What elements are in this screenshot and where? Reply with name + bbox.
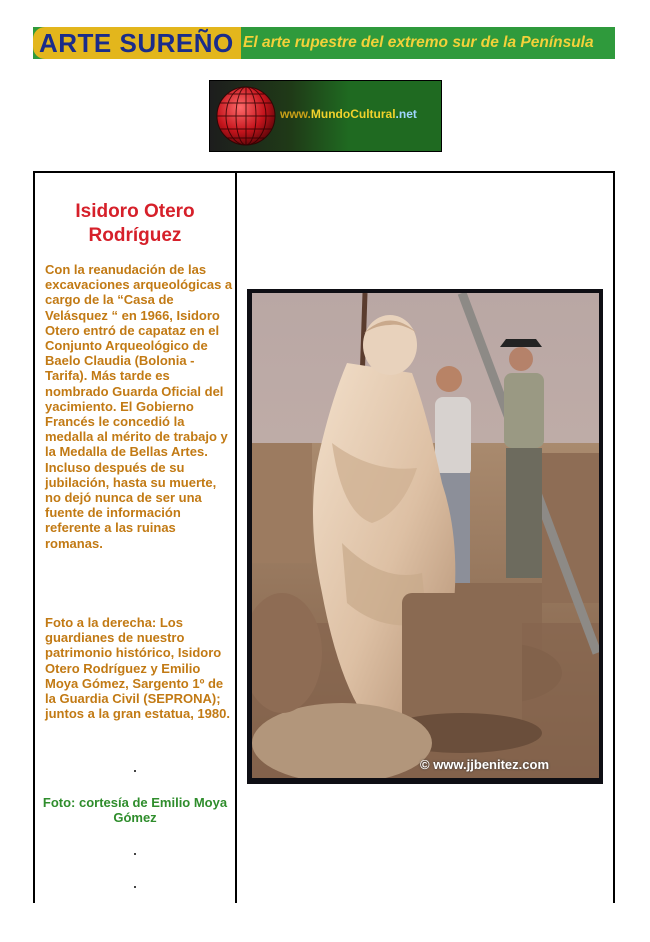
site-subtitle: El arte rupestre del extremo sur de la Península	[243, 34, 594, 51]
frame-column-divider	[235, 171, 237, 903]
site-title: ARTE SUREÑO	[33, 27, 241, 59]
article-name: Isidoro Otero Rodríguez	[75, 201, 195, 246]
photo-caption: Foto a la derecha: Los guardianes de nuestro patrimonio histórico, Isidoro Otero Rodríguez y Emilio Moya Gómez, Sargento 1º de la Guardia Civil (SEPRONA); juntos a la gran estatua, 1980.	[45, 615, 230, 722]
decorative-dot	[134, 886, 136, 888]
mundocultural-logo[interactable]	[209, 80, 442, 152]
logo-text	[280, 107, 417, 121]
frame-left-border	[33, 171, 35, 903]
article-body: Con la reanudación de las excavaciones arqueológicas a cargo de la “Casa de Velásquez “ en 1966, Isidoro Otero entró de capataz en el Conjunto Arqueológico de Baelo Claudia (Bolonia - Tarifa). Más tarde es nombrado Guarda Oficial del yacimiento. El Gobierno Francés le concedió la medalla al mérito de trabajo y la Medalla de Bellas Artes. Incluso después de su jubilación, hasta su muerte, no dejó nunca de ser una fuente de información referente a las ruinas romanas.	[45, 262, 233, 551]
logo-www: www.	[280, 107, 311, 121]
statue-photo	[252, 293, 599, 778]
logo-tld: .net	[395, 107, 417, 121]
frame-right-border	[613, 171, 615, 903]
decorative-dot	[134, 853, 136, 855]
logo-brand: MundoCultural	[310, 107, 396, 121]
photo-credit: Foto: cortesía de Emilio Moya Gómez	[42, 795, 228, 825]
frame-top-border	[33, 171, 615, 173]
decorative-dot	[134, 770, 136, 772]
globe-icon	[215, 85, 277, 147]
header-banner	[33, 27, 615, 59]
photo-watermark: © www.jjbenitez.com	[420, 757, 550, 772]
